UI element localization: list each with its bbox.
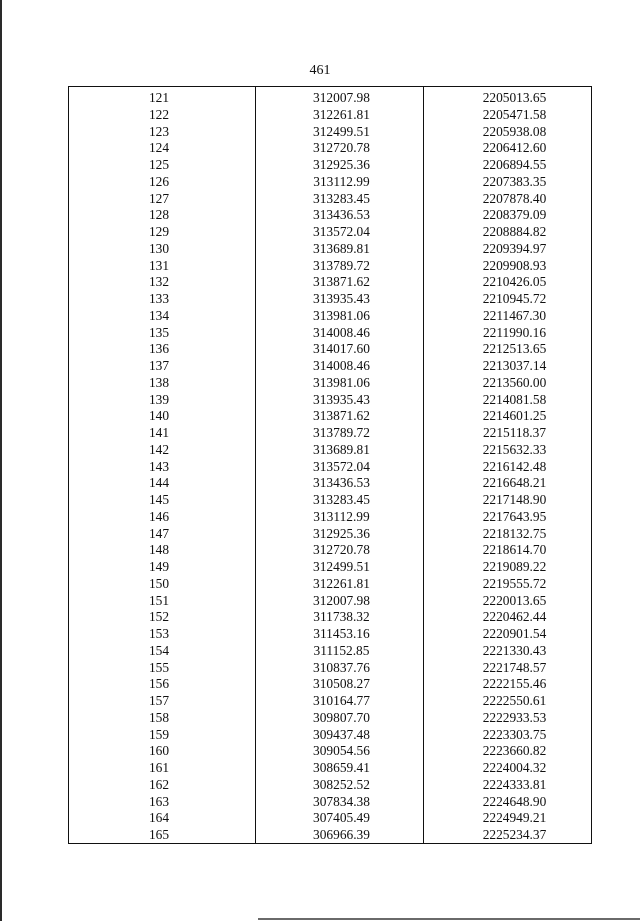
table-row (69, 442, 591, 459)
x-coordinate-cell: 310837.76 (313, 659, 370, 675)
y-coordinate-cell: 2222933.53 (482, 709, 547, 725)
point-number-cell: 164 (148, 810, 170, 826)
x-coordinate-cell: 312261.81 (313, 575, 370, 591)
y-coordinate-cell: 2207878.40 (482, 190, 547, 206)
y-coordinate-cell: 2211990.16 (482, 324, 547, 340)
x-coordinate-cell: 312007.98 (313, 592, 370, 608)
point-number-cell: 126 (148, 173, 170, 189)
x-coordinate-cell: 312499.51 (313, 123, 370, 139)
y-coordinate-cell: 2205013.65 (482, 90, 547, 105)
y-coordinate-cell: 2211467.30 (482, 307, 547, 323)
table-row (69, 727, 591, 744)
x-coordinate-cell: 313871.62 (313, 274, 370, 290)
table-row (69, 274, 591, 291)
x-coordinate-cell: 313572.04 (313, 224, 370, 239)
y-coordinate-cell: 2210945.72 (482, 291, 547, 306)
y-coordinate-cell: 2205938.08 (482, 123, 547, 139)
x-coordinate-cell: 313981.06 (313, 307, 370, 323)
table-row (69, 459, 591, 476)
x-coordinate-cell: 314008.46 (313, 324, 370, 340)
point-number-cell: 122 (148, 106, 170, 122)
point-number-cell: 130 (148, 240, 170, 256)
table-row (69, 542, 591, 559)
point-number-cell: 140 (148, 408, 170, 424)
y-coordinate-cell: 2217643.95 (482, 508, 547, 524)
point-number-cell: 143 (148, 458, 170, 474)
y-coordinate-cell: 2210426.05 (482, 274, 547, 290)
y-coordinate-cell: 2206412.60 (482, 140, 547, 156)
point-number-cell: 132 (148, 274, 170, 290)
point-number-cell: 136 (148, 341, 170, 357)
y-coordinate-cell: 2207383.35 (482, 173, 547, 189)
y-coordinate-cell: 2224648.90 (482, 793, 547, 809)
point-number-cell: 144 (148, 475, 170, 491)
y-coordinate-cell: 2220462.44 (482, 609, 547, 625)
table-row (69, 676, 591, 693)
y-coordinate-cell: 2218132.75 (482, 525, 547, 541)
x-coordinate-cell: 313112.99 (313, 173, 370, 189)
y-coordinate-cell: 2222550.61 (482, 693, 547, 708)
x-coordinate-cell: 314017.60 (313, 341, 370, 357)
coordinate-table (68, 86, 592, 844)
table-row (69, 392, 591, 409)
table-row (69, 626, 591, 643)
y-coordinate-cell: 2220013.65 (482, 592, 547, 608)
point-number-cell: 155 (148, 659, 170, 675)
x-coordinate-cell: 311738.32 (313, 609, 370, 625)
x-coordinate-cell: 312925.36 (313, 157, 370, 172)
point-number-cell: 151 (148, 592, 170, 608)
table-row (69, 408, 591, 425)
point-number-cell: 148 (148, 542, 170, 558)
x-coordinate-cell: 308252.52 (313, 776, 370, 792)
y-coordinate-cell: 2209908.93 (482, 257, 547, 273)
table-row (69, 124, 591, 141)
table-row (69, 90, 591, 107)
point-number-cell: 128 (148, 207, 170, 223)
x-coordinate-cell: 313789.72 (313, 257, 370, 273)
x-coordinate-cell: 313871.62 (313, 408, 370, 424)
x-coordinate-cell: 309437.48 (313, 726, 370, 742)
y-coordinate-cell: 2224333.81 (482, 776, 547, 792)
scan-left-edge (0, 0, 2, 921)
point-number-cell: 129 (148, 224, 170, 239)
point-number-cell: 147 (148, 525, 170, 541)
x-coordinate-cell: 313436.53 (313, 207, 370, 223)
table-row (69, 660, 591, 677)
table-row (69, 291, 591, 308)
point-number-cell: 156 (148, 676, 170, 692)
table-row (69, 308, 591, 325)
x-coordinate-cell: 312720.78 (313, 140, 370, 156)
y-coordinate-cell: 2224949.21 (482, 810, 547, 826)
x-coordinate-cell: 312925.36 (313, 525, 370, 541)
point-number-cell: 159 (148, 726, 170, 742)
point-number-cell: 133 (148, 291, 170, 306)
point-number-cell: 146 (148, 508, 170, 524)
y-coordinate-cell: 2217148.90 (482, 492, 547, 507)
table-row (69, 258, 591, 275)
point-number-cell: 154 (148, 642, 170, 658)
y-coordinate-cell: 2208884.82 (482, 224, 547, 239)
y-coordinate-cell: 2224004.32 (482, 760, 547, 775)
table-row (69, 526, 591, 543)
point-number-cell: 165 (148, 827, 170, 842)
point-number-cell: 152 (148, 609, 170, 625)
y-coordinate-cell: 2215632.33 (482, 441, 547, 457)
table-row (69, 325, 591, 342)
y-coordinate-cell: 2222155.46 (482, 676, 547, 692)
y-coordinate-cell: 2213037.14 (482, 358, 547, 373)
point-number-cell: 153 (148, 626, 170, 641)
table-row (69, 174, 591, 191)
x-coordinate-cell: 313935.43 (313, 291, 370, 306)
y-coordinate-cell: 2219089.22 (482, 559, 547, 574)
x-coordinate-cell: 313689.81 (313, 240, 370, 256)
x-coordinate-cell: 307834.38 (313, 793, 370, 809)
table-row (69, 341, 591, 358)
y-coordinate-cell: 2216648.21 (482, 475, 547, 491)
point-number-cell: 158 (148, 709, 170, 725)
point-number-cell: 123 (148, 123, 170, 139)
table-row (69, 777, 591, 794)
table-row (69, 593, 591, 610)
point-number-cell: 124 (148, 140, 170, 156)
x-coordinate-cell: 310508.27 (313, 676, 370, 692)
table-row (69, 743, 591, 760)
y-coordinate-cell: 2225234.37 (482, 827, 547, 842)
x-coordinate-cell: 313572.04 (313, 458, 370, 474)
table-row (69, 609, 591, 626)
point-number-cell: 162 (148, 776, 170, 792)
y-coordinate-cell: 2213560.00 (482, 374, 547, 390)
table-row (69, 693, 591, 710)
table-row (69, 358, 591, 375)
table-row (69, 827, 591, 844)
x-coordinate-cell: 313981.06 (313, 374, 370, 390)
point-number-cell: 141 (148, 425, 170, 440)
scan-bottom-edge (258, 918, 640, 920)
y-coordinate-cell: 2223660.82 (482, 743, 547, 759)
point-number-cell: 125 (148, 157, 170, 172)
x-coordinate-cell: 308659.41 (313, 760, 370, 775)
table-row (69, 576, 591, 593)
table-row (69, 107, 591, 124)
point-number-cell: 150 (148, 575, 170, 591)
point-number-cell: 138 (148, 374, 170, 390)
point-number-cell: 131 (148, 257, 170, 273)
table-row (69, 492, 591, 509)
x-coordinate-cell: 310164.77 (313, 693, 370, 708)
table-row (69, 509, 591, 526)
x-coordinate-cell: 313283.45 (313, 492, 370, 507)
y-coordinate-cell: 2221748.57 (482, 659, 547, 675)
point-number-cell: 157 (148, 693, 170, 708)
x-coordinate-cell: 306966.39 (313, 827, 370, 842)
table-row (69, 810, 591, 827)
table-row (69, 425, 591, 442)
x-coordinate-cell: 312261.81 (313, 106, 370, 122)
x-coordinate-cell: 313935.43 (313, 391, 370, 407)
x-coordinate-cell: 307405.49 (313, 810, 370, 826)
table-row (69, 760, 591, 777)
y-coordinate-cell: 2205471.58 (482, 106, 547, 122)
x-coordinate-cell: 313436.53 (313, 475, 370, 491)
y-coordinate-cell: 2221330.43 (482, 642, 547, 658)
table-row (69, 710, 591, 727)
point-number-cell: 134 (148, 307, 170, 323)
y-coordinate-cell: 2219555.72 (482, 575, 547, 591)
x-coordinate-cell: 313689.81 (313, 441, 370, 457)
x-coordinate-cell: 313789.72 (313, 425, 370, 440)
point-number-cell: 160 (148, 743, 170, 759)
y-coordinate-cell: 2212513.65 (482, 341, 547, 357)
table-row (69, 559, 591, 576)
point-number-cell: 127 (148, 190, 170, 206)
y-coordinate-cell: 2208379.09 (482, 207, 547, 223)
x-coordinate-cell: 309807.70 (313, 709, 370, 725)
table-row (69, 241, 591, 258)
point-number-cell: 139 (148, 391, 170, 407)
table-body (69, 90, 591, 844)
table-row (69, 643, 591, 660)
point-number-cell: 163 (148, 793, 170, 809)
table-row (69, 475, 591, 492)
table-row (69, 191, 591, 208)
y-coordinate-cell: 2209394.97 (482, 240, 547, 256)
x-coordinate-cell: 313283.45 (313, 190, 370, 206)
y-coordinate-cell: 2215118.37 (482, 425, 547, 440)
x-coordinate-cell: 312499.51 (313, 559, 370, 574)
point-number-cell: 135 (148, 324, 170, 340)
table-row (69, 207, 591, 224)
x-coordinate-cell: 312007.98 (313, 90, 370, 105)
y-coordinate-cell: 2214081.58 (482, 391, 547, 407)
point-number-cell: 161 (148, 760, 170, 775)
table-row (69, 140, 591, 157)
point-number-cell: 121 (148, 90, 170, 105)
x-coordinate-cell: 312720.78 (313, 542, 370, 558)
x-coordinate-cell: 311152.85 (313, 642, 370, 658)
y-coordinate-cell: 2223303.75 (482, 726, 547, 742)
x-coordinate-cell: 314008.46 (313, 358, 370, 373)
x-coordinate-cell: 309054.56 (313, 743, 370, 759)
table-row (69, 375, 591, 392)
y-coordinate-cell: 2216142.48 (482, 458, 547, 474)
table-row (69, 794, 591, 811)
x-coordinate-cell: 313112.99 (313, 508, 370, 524)
point-number-cell: 137 (148, 358, 170, 373)
page-number: 461 (309, 63, 331, 78)
y-coordinate-cell: 2206894.55 (482, 157, 547, 172)
point-number-cell: 145 (148, 492, 170, 507)
table-row (69, 224, 591, 241)
x-coordinate-cell: 311453.16 (313, 626, 370, 641)
point-number-cell: 149 (148, 559, 170, 574)
y-coordinate-cell: 2218614.70 (482, 542, 547, 558)
table-row (69, 157, 591, 174)
point-number-cell: 142 (148, 441, 170, 457)
y-coordinate-cell: 2214601.25 (482, 408, 547, 424)
y-coordinate-cell: 2220901.54 (482, 626, 547, 641)
